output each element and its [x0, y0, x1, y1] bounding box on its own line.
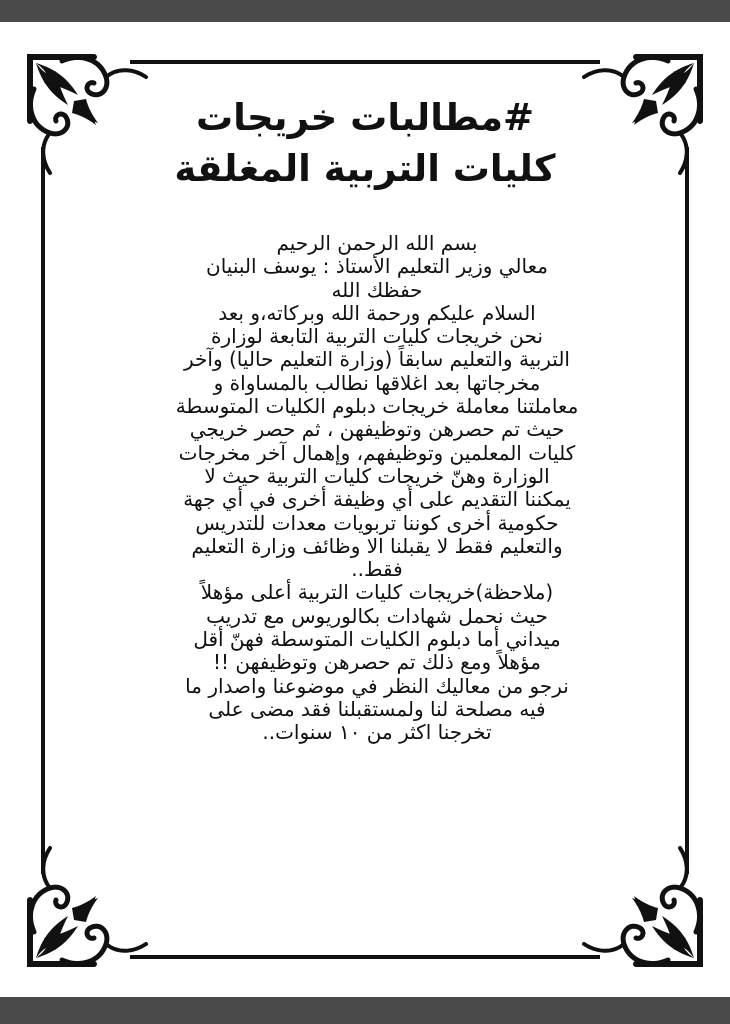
bottom-dark-band [0, 997, 730, 1024]
body-line: (ملاحظة)خريجات كليات التربية أعلى مؤهلاً [200, 580, 554, 605]
body-line: ميداني أما دبلوم الكليات المتوسطة فهنّ أقل [193, 627, 561, 652]
body-line: نرجو من معاليك النظر في موضوعنا واصدار ما [185, 673, 569, 698]
body-line: الوزارة وهنّ خريجات كليات التربية حيث لا [204, 463, 550, 488]
document-title [100, 92, 630, 194]
body-line: نحن خريجات كليات التربية التابعة لوزارة [211, 324, 543, 349]
body-line: يمكننا التقديم على أي وظيفة أخرى في أي جهة [183, 487, 571, 512]
body-line: تخرجنا اكثر من ١٠ سنوات.. [262, 720, 492, 745]
title-line: كليات التربية المغلقة [174, 147, 556, 190]
body-line: معاملتنا معاملة خريجات دبلوم الكليات المتوسطة [175, 394, 579, 419]
body-line: حكومية أخرى كوننا تربويات معدات للتدريس [195, 510, 559, 535]
body-line: حيث تم حصرهن وتوظيفهن ، ثم حصر خريجي [189, 417, 565, 442]
body-line: التربية والتعليم سابقاً (وزارة التعليم حاليا) وآخر [184, 347, 570, 372]
body-line: السلام عليكم ورحمة الله وبركاته،و بعد [218, 300, 536, 325]
body-line: مخرجاتها بعد اغلاقها نطالب بالمساواة و [213, 370, 541, 395]
top-dark-band [0, 0, 730, 22]
body-line: كليات المعلمين وتوظيفهم، وإهمال آخر مخرجات [178, 440, 576, 465]
body-line: بسم الله الرحمن الرحيم [276, 231, 478, 255]
body-line: حيث نحمل شهادات بكالوريوس مع تدريب [206, 603, 548, 628]
corner-ornament-bottom-right-icon [584, 848, 700, 964]
body-line: والتعليم فقط لا يقبلنا الا وظائف وزارة التعليم [191, 533, 563, 558]
title-line: #مطالبات خريجات [195, 96, 535, 139]
body-line: فقط.. [351, 557, 403, 582]
corner-ornament-bottom-left-icon [30, 848, 146, 964]
body-line: فيه مصلحة لنا ولمستقبلنا فقد مضى على [208, 696, 546, 721]
body-line: مؤهلاً ومع ذلك تم حصرهن وتوظيفهن !! [212, 650, 542, 675]
body-line: معالي وزير التعليم الأستاذ : يوسف البنيان [206, 254, 548, 279]
body-line: حفظك الله [331, 277, 423, 302]
letter-body [112, 232, 642, 745]
